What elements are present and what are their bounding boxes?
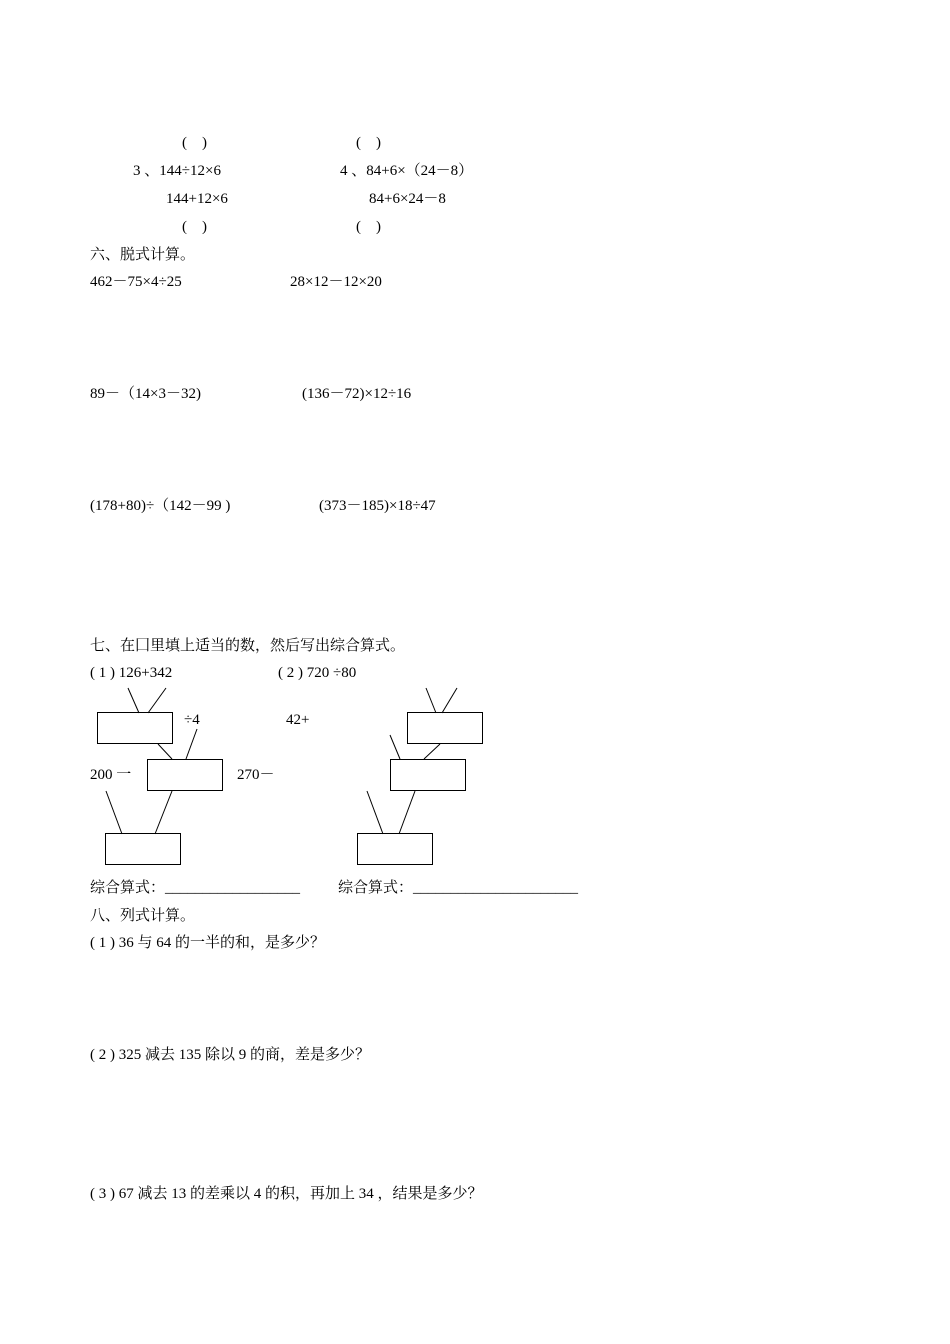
operator-42-plus: 42+ [286, 712, 310, 728]
section-8-title: 八、列式计算。 [90, 908, 196, 924]
answer-box[interactable] [147, 759, 223, 791]
calc-problem: (136－72)×12÷16 [302, 386, 412, 402]
section-6-title: 六、脱式计算。 [90, 247, 196, 263]
compare-item-4-second: 84+6×24－8 [369, 191, 446, 207]
answer-box[interactable] [407, 712, 483, 744]
compare-item-3: 3 、144÷12×6 [133, 163, 221, 179]
answer-box[interactable] [390, 759, 466, 791]
combined-formula-2[interactable]: 综合算式：______________________ [338, 880, 579, 896]
answer-paren-1: ( ) [182, 135, 207, 151]
compare-item-4: 4 、84+6×（24－8） [340, 163, 474, 179]
calc-problem: 462－75×4÷25 [90, 274, 182, 290]
answer-paren-3: ( ) [182, 219, 207, 235]
answer-box[interactable] [97, 712, 173, 744]
answer-box[interactable] [357, 833, 433, 865]
calc-problem: 89－（14×3－32) [90, 386, 201, 402]
answer-paren-4: ( ) [356, 219, 381, 235]
compare-item-3-second: 144+12×6 [166, 191, 228, 207]
tree-question-2-label: ( 2 ) 720 ÷80 [278, 665, 357, 681]
tree-question-1-label: ( 1 ) 126+342 [90, 665, 173, 681]
calc-problem: 28×12－12×20 [290, 274, 382, 290]
calc-problem: (178+80)÷（142－99 ) [90, 498, 231, 514]
word-problem: ( 3 ) 67 减去 13 的差乘以 4 的积，再加上 34 ，结果是多少？ [90, 1186, 483, 1202]
operator-200-minus: 200 一 [90, 767, 132, 783]
calc-problem: (373－185)×18÷47 [319, 498, 436, 514]
combined-formula-1[interactable]: 综合算式：__________________ [90, 880, 301, 896]
answer-paren-2: ( ) [356, 135, 381, 151]
answer-box[interactable] [105, 833, 181, 865]
word-problem: ( 1 ) 36 与 64 的一半的和，是多少？ [90, 935, 325, 951]
word-problem: ( 2 ) 325 减去 135 除以 9 的商，差是多少？ [90, 1047, 370, 1063]
operator-270-minus: 270－ [237, 767, 275, 783]
section-7-title: 七、在囗里填上适当的数，然后写出综合算式。 [90, 638, 406, 654]
operator-divide-4: ÷4 [184, 712, 200, 728]
